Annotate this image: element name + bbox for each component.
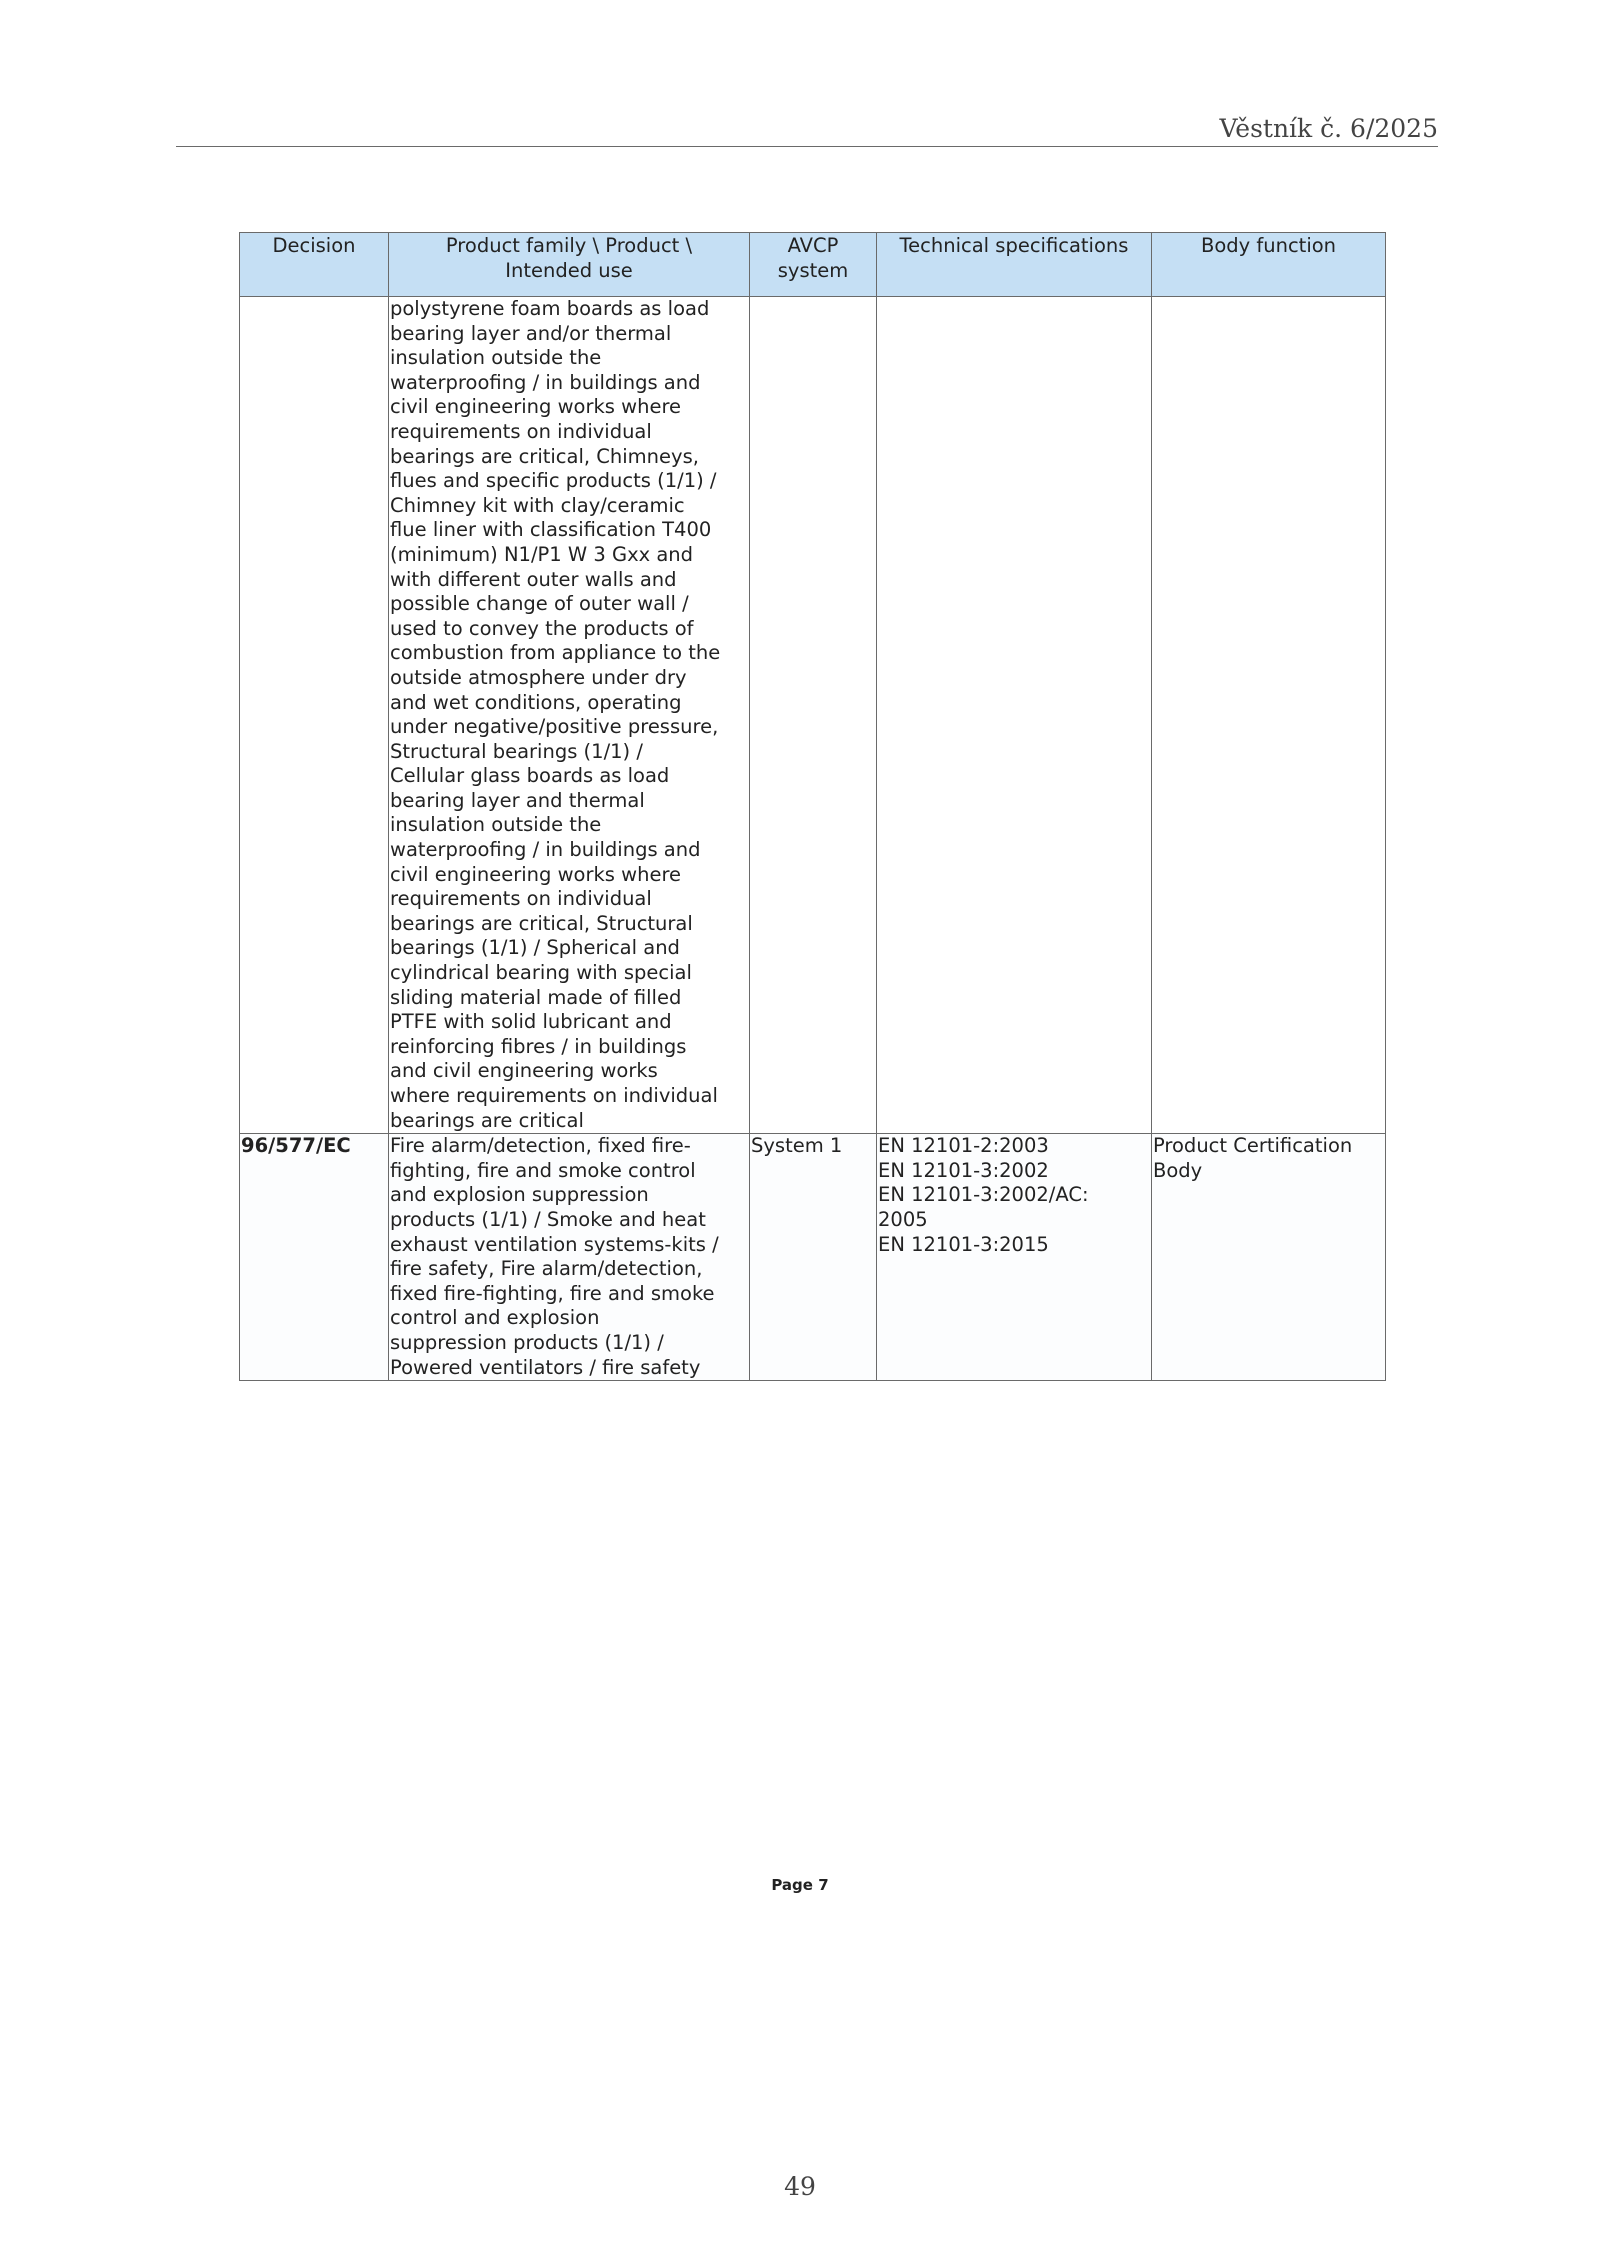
product-table (239, 232, 1386, 1381)
body-cell (1152, 1134, 1386, 1381)
cell-text-line: control and explosion (390, 1306, 600, 1330)
table-row (240, 297, 1386, 1134)
cell-text-line: products (1/1) / Smoke and heat (390, 1207, 706, 1231)
avcp-cell: System 1 (750, 1134, 877, 1381)
cell-text-line: Powered ventilators / fire safety (390, 1355, 701, 1379)
cell-text-line: flue liner with classification T400 (390, 518, 712, 542)
product-cell (389, 297, 750, 1134)
avcp-cell (750, 297, 877, 1134)
cell-text-line: civil engineering works where (390, 395, 682, 419)
cell-text-line: fixed fire-fighting, fire and smoke (390, 1281, 715, 1305)
decision-cell: 96/577/EC (240, 1134, 389, 1381)
cell-text-line: bearing layer and/or thermal (390, 321, 672, 345)
column-header-product-line-1: Product family \ Product \ (445, 234, 693, 257)
cell-text-line: Product Certification (1153, 1134, 1353, 1158)
cell-text-line: insulation outside the (390, 346, 602, 370)
column-header-body: Body function (1152, 233, 1386, 297)
cell-text-line: Body (1153, 1158, 1203, 1182)
cell-text-line: sliding material made of filled (390, 985, 682, 1009)
column-header-avcp-line-2: system (777, 258, 849, 282)
cell-text-line: bearings are critical (390, 1108, 584, 1132)
cell-text-line: EN 12101-3:2015 (878, 1232, 1049, 1256)
table-row (240, 1134, 1386, 1381)
column-header-specs: Technical specifications (877, 233, 1152, 297)
cell-text-line: Fire alarm/detection, fixed fire- (390, 1134, 691, 1158)
cell-text-line: fighting, fire and smoke control (390, 1158, 696, 1182)
cell-text-line: Cellular glass boards as load (390, 764, 670, 788)
column-header-product (389, 233, 750, 297)
specs-cell (877, 1134, 1152, 1381)
cell-text-line: bearings are critical, Chimneys, (390, 444, 699, 468)
cell-text-line: EN 12101-3:2002/AC: (878, 1183, 1089, 1207)
cell-text-line: and civil engineering works (390, 1059, 658, 1083)
body-cell (1152, 297, 1386, 1134)
cell-text-line: 2005 (878, 1207, 928, 1231)
cell-text-line: bearings (1/1) / Spherical and (390, 936, 680, 960)
page-number: 49 (784, 2172, 816, 2201)
cell-text-line: with different outer walls and (390, 567, 677, 591)
page-label: Page 7 (771, 1876, 829, 1894)
cell-text-line: fire safety, Fire alarm/detection, (390, 1257, 703, 1281)
cell-text-line: civil engineering works where (390, 862, 682, 886)
decision-cell (240, 297, 389, 1134)
cell-text-line: (minimum) N1/P1 W 3 Gxx and (390, 542, 694, 566)
specs-cell (877, 297, 1152, 1134)
cell-text-line: reinforcing fibres / in buildings (390, 1034, 687, 1058)
cell-text-line: outside atmosphere under dry (390, 665, 687, 689)
cell-text-line: Structural bearings (1/1) / (390, 739, 643, 763)
cell-text-line: combustion from appliance to the (390, 641, 721, 665)
cell-text-line: under negative/positive pressure, (390, 715, 719, 739)
column-header-avcp (750, 233, 877, 297)
cell-text-line: EN 12101-3:2002 (878, 1158, 1049, 1182)
column-header-decision: Decision (240, 233, 389, 297)
product-cell (389, 1134, 750, 1381)
cell-text-line: requirements on individual (390, 419, 652, 443)
cell-text-line: used to convey the products of (390, 616, 694, 640)
cell-text-line: EN 12101-2:2003 (878, 1134, 1049, 1158)
column-header-product-line-2: Intended use (505, 258, 633, 282)
cell-text-line: insulation outside the (390, 813, 602, 837)
cell-text-line: waterproofing / in buildings and (390, 838, 701, 862)
cell-text-line: PTFE with solid lubricant and (390, 1010, 672, 1034)
cell-text-line: suppression products (1/1) / (390, 1330, 664, 1354)
cell-text-line: and wet conditions, operating (390, 690, 682, 714)
cell-text-line: where requirements on individual (390, 1084, 718, 1107)
cell-text-line: requirements on individual (390, 887, 652, 911)
cell-text-line: bearing layer and thermal (390, 788, 645, 812)
cell-text-line: bearings are critical, Structural (390, 911, 693, 935)
table-header-row (240, 233, 1386, 297)
cell-text-line: waterproofing / in buildings and (390, 370, 701, 394)
cell-text-line: Chimney kit with clay/ceramic (390, 493, 685, 517)
cell-text-line: cylindrical bearing with special (390, 961, 692, 985)
cell-text-line: exhaust ventilation systems-kits / (390, 1232, 719, 1256)
column-header-avcp-line-1: AVCP (787, 234, 839, 257)
publication-title: Věstník č. 6/2025 (1219, 114, 1438, 143)
cell-text-line: and explosion suppression (390, 1183, 649, 1207)
cell-text-line: flues and specific products (1/1) / (390, 469, 717, 493)
cell-text-line: polystyrene foam boards as load (390, 297, 710, 320)
cell-text-line: possible change of outer wall / (390, 592, 689, 616)
running-header (176, 112, 1438, 147)
